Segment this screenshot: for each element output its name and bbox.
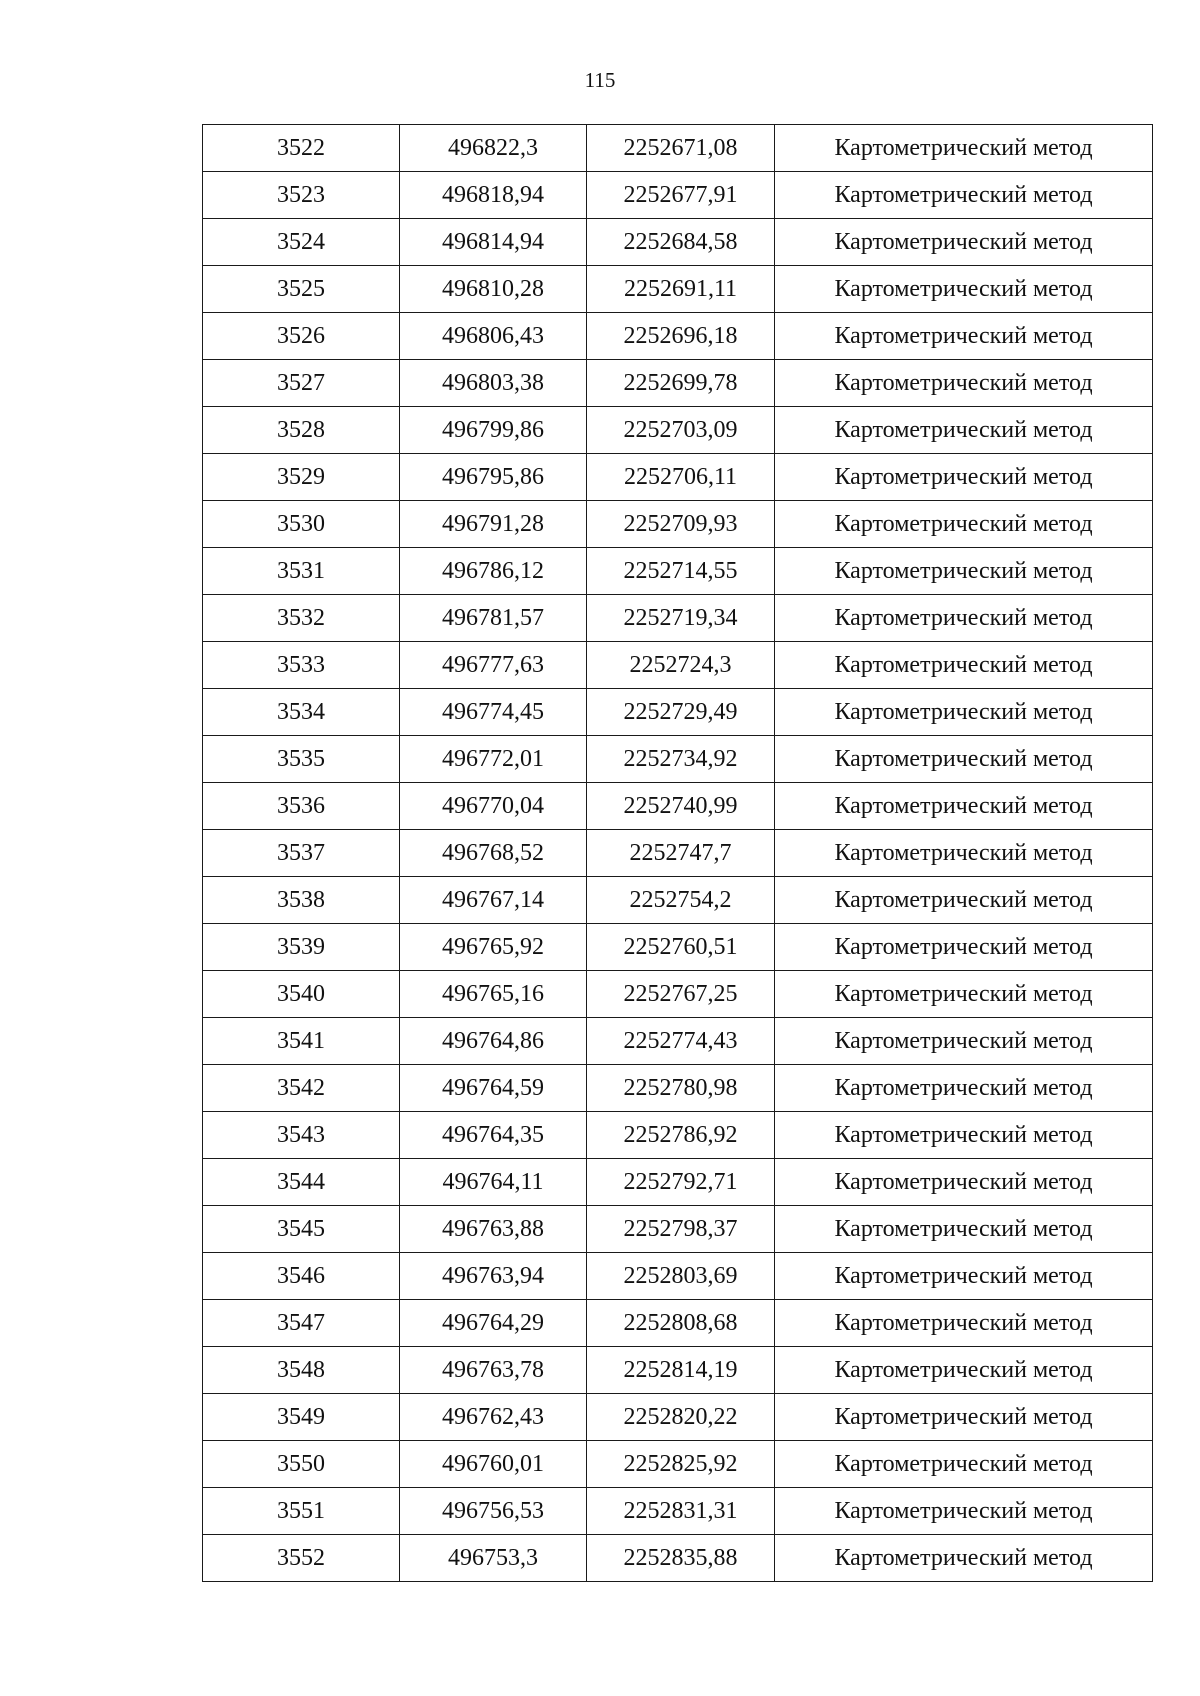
y-coordinate-cell: 2252792,71: [587, 1159, 775, 1206]
x-coordinate-cell: 496781,57: [400, 595, 587, 642]
point-number-cell: 3537: [203, 830, 400, 877]
point-number-cell: 3527: [203, 360, 400, 407]
table-row: [203, 125, 1153, 172]
method-cell: Картометрический метод: [775, 1112, 1153, 1159]
x-coordinate-cell: 496764,86: [400, 1018, 587, 1065]
y-coordinate-cell: 2252760,51: [587, 924, 775, 971]
method-cell: Картометрический метод: [775, 454, 1153, 501]
point-number-cell: 3552: [203, 1535, 400, 1582]
x-coordinate-cell: 496786,12: [400, 548, 587, 595]
x-coordinate-cell: 496822,3: [400, 125, 587, 172]
x-coordinate-cell: 496764,29: [400, 1300, 587, 1347]
point-number-cell: 3528: [203, 407, 400, 454]
method-cell: Картометрический метод: [775, 1065, 1153, 1112]
method-cell: Картометрический метод: [775, 172, 1153, 219]
table-row: [203, 1206, 1153, 1253]
table-row: [203, 454, 1153, 501]
table-row: [203, 266, 1153, 313]
x-coordinate-cell: 496767,14: [400, 877, 587, 924]
y-coordinate-cell: 2252703,09: [587, 407, 775, 454]
x-coordinate-cell: 496803,38: [400, 360, 587, 407]
method-cell: Картометрический метод: [775, 360, 1153, 407]
point-number-cell: 3522: [203, 125, 400, 172]
point-number-cell: 3548: [203, 1347, 400, 1394]
method-cell: Картометрический метод: [775, 219, 1153, 266]
method-cell: Картометрический метод: [775, 689, 1153, 736]
table-row: [203, 971, 1153, 1018]
table-row: [203, 501, 1153, 548]
table-row: [203, 1300, 1153, 1347]
point-number-cell: 3535: [203, 736, 400, 783]
point-number-cell: 3542: [203, 1065, 400, 1112]
y-coordinate-cell: 2252709,93: [587, 501, 775, 548]
table-row: [203, 830, 1153, 877]
point-number-cell: 3531: [203, 548, 400, 595]
table-row: [203, 1253, 1153, 1300]
method-cell: Картометрический метод: [775, 125, 1153, 172]
y-coordinate-cell: 2252754,2: [587, 877, 775, 924]
x-coordinate-cell: 496795,86: [400, 454, 587, 501]
x-coordinate-cell: 496810,28: [400, 266, 587, 313]
table-row: [203, 360, 1153, 407]
x-coordinate-cell: 496762,43: [400, 1394, 587, 1441]
method-cell: Картометрический метод: [775, 877, 1153, 924]
table-row: [203, 407, 1153, 454]
y-coordinate-cell: 2252696,18: [587, 313, 775, 360]
y-coordinate-cell: 2252684,58: [587, 219, 775, 266]
y-coordinate-cell: 2252831,31: [587, 1488, 775, 1535]
x-coordinate-cell: 496764,35: [400, 1112, 587, 1159]
point-number-cell: 3532: [203, 595, 400, 642]
x-coordinate-cell: 496756,53: [400, 1488, 587, 1535]
table-row: [203, 1065, 1153, 1112]
y-coordinate-cell: 2252803,69: [587, 1253, 775, 1300]
x-coordinate-cell: 496763,78: [400, 1347, 587, 1394]
table-row: [203, 595, 1153, 642]
y-coordinate-cell: 2252671,08: [587, 125, 775, 172]
x-coordinate-cell: 496806,43: [400, 313, 587, 360]
method-cell: Картометрический метод: [775, 1159, 1153, 1206]
table-row: [203, 313, 1153, 360]
y-coordinate-cell: 2252677,91: [587, 172, 775, 219]
x-coordinate-cell: 496760,01: [400, 1441, 587, 1488]
y-coordinate-cell: 2252814,19: [587, 1347, 775, 1394]
method-cell: Картометрический метод: [775, 1206, 1153, 1253]
y-coordinate-cell: 2252786,92: [587, 1112, 775, 1159]
point-number-cell: 3530: [203, 501, 400, 548]
table-row: [203, 548, 1153, 595]
point-number-cell: 3524: [203, 219, 400, 266]
point-number-cell: 3540: [203, 971, 400, 1018]
point-number-cell: 3539: [203, 924, 400, 971]
point-number-cell: 3547: [203, 1300, 400, 1347]
table-row: [203, 924, 1153, 971]
y-coordinate-cell: 2252706,11: [587, 454, 775, 501]
point-number-cell: 3550: [203, 1441, 400, 1488]
table-row: [203, 642, 1153, 689]
point-number-cell: 3538: [203, 877, 400, 924]
table-row: [203, 1441, 1153, 1488]
point-number-cell: 3536: [203, 783, 400, 830]
x-coordinate-cell: 496764,11: [400, 1159, 587, 1206]
y-coordinate-cell: 2252774,43: [587, 1018, 775, 1065]
point-number-cell: 3549: [203, 1394, 400, 1441]
x-coordinate-cell: 496763,94: [400, 1253, 587, 1300]
y-coordinate-cell: 2252691,11: [587, 266, 775, 313]
method-cell: Картометрический метод: [775, 548, 1153, 595]
x-coordinate-cell: 496753,3: [400, 1535, 587, 1582]
point-number-cell: 3533: [203, 642, 400, 689]
table-row: [203, 783, 1153, 830]
method-cell: Картометрический метод: [775, 1535, 1153, 1582]
y-coordinate-cell: 2252729,49: [587, 689, 775, 736]
point-number-cell: 3541: [203, 1018, 400, 1065]
method-cell: Картометрический метод: [775, 595, 1153, 642]
method-cell: Картометрический метод: [775, 407, 1153, 454]
x-coordinate-cell: 496770,04: [400, 783, 587, 830]
method-cell: Картометрический метод: [775, 1394, 1153, 1441]
table-row: [203, 1347, 1153, 1394]
method-cell: Картометрический метод: [775, 266, 1153, 313]
table-row: [203, 172, 1153, 219]
y-coordinate-cell: 2252808,68: [587, 1300, 775, 1347]
table-row: [203, 1394, 1153, 1441]
table-row: [203, 736, 1153, 783]
y-coordinate-cell: 2252719,34: [587, 595, 775, 642]
method-cell: Картометрический метод: [775, 924, 1153, 971]
method-cell: Картометрический метод: [775, 313, 1153, 360]
point-number-cell: 3546: [203, 1253, 400, 1300]
page-number: 115: [584, 68, 616, 92]
x-coordinate-cell: 496774,45: [400, 689, 587, 736]
x-coordinate-cell: 496765,92: [400, 924, 587, 971]
method-cell: Картометрический метод: [775, 1347, 1153, 1394]
point-number-cell: 3529: [203, 454, 400, 501]
coordinates-table: [202, 124, 1153, 1582]
point-number-cell: 3551: [203, 1488, 400, 1535]
point-number-cell: 3534: [203, 689, 400, 736]
method-cell: Картометрический метод: [775, 1253, 1153, 1300]
table-row: [203, 1112, 1153, 1159]
method-cell: Картометрический метод: [775, 642, 1153, 689]
table-row: [203, 689, 1153, 736]
method-cell: Картометрический метод: [775, 501, 1153, 548]
point-number-cell: 3544: [203, 1159, 400, 1206]
point-number-cell: 3523: [203, 172, 400, 219]
x-coordinate-cell: 496777,63: [400, 642, 587, 689]
x-coordinate-cell: 496818,94: [400, 172, 587, 219]
point-number-cell: 3525: [203, 266, 400, 313]
method-cell: Картометрический метод: [775, 830, 1153, 877]
x-coordinate-cell: 496763,88: [400, 1206, 587, 1253]
method-cell: Картометрический метод: [775, 1018, 1153, 1065]
point-number-cell: 3526: [203, 313, 400, 360]
y-coordinate-cell: 2252798,37: [587, 1206, 775, 1253]
x-coordinate-cell: 496791,28: [400, 501, 587, 548]
table-row: [203, 1159, 1153, 1206]
table-row: [203, 1018, 1153, 1065]
table-row: [203, 1488, 1153, 1535]
point-number-cell: 3543: [203, 1112, 400, 1159]
y-coordinate-cell: 2252734,92: [587, 736, 775, 783]
y-coordinate-cell: 2252767,25: [587, 971, 775, 1018]
method-cell: Картометрический метод: [775, 1300, 1153, 1347]
x-coordinate-cell: 496799,86: [400, 407, 587, 454]
table-row: [203, 219, 1153, 266]
x-coordinate-cell: 496768,52: [400, 830, 587, 877]
y-coordinate-cell: 2252724,3: [587, 642, 775, 689]
method-cell: Картометрический метод: [775, 1488, 1153, 1535]
y-coordinate-cell: 2252825,92: [587, 1441, 775, 1488]
y-coordinate-cell: 2252780,98: [587, 1065, 775, 1112]
method-cell: Картометрический метод: [775, 783, 1153, 830]
y-coordinate-cell: 2252714,55: [587, 548, 775, 595]
y-coordinate-cell: 2252835,88: [587, 1535, 775, 1582]
x-coordinate-cell: 496814,94: [400, 219, 587, 266]
x-coordinate-cell: 496764,59: [400, 1065, 587, 1112]
table-row: [203, 877, 1153, 924]
x-coordinate-cell: 496765,16: [400, 971, 587, 1018]
method-cell: Картометрический метод: [775, 971, 1153, 1018]
method-cell: Картометрический метод: [775, 1441, 1153, 1488]
table-row: [203, 1535, 1153, 1582]
x-coordinate-cell: 496772,01: [400, 736, 587, 783]
y-coordinate-cell: 2252747,7: [587, 830, 775, 877]
y-coordinate-cell: 2252740,99: [587, 783, 775, 830]
y-coordinate-cell: 2252820,22: [587, 1394, 775, 1441]
point-number-cell: 3545: [203, 1206, 400, 1253]
coordinates-table-body: [203, 125, 1153, 1582]
method-cell: Картометрический метод: [775, 736, 1153, 783]
y-coordinate-cell: 2252699,78: [587, 360, 775, 407]
